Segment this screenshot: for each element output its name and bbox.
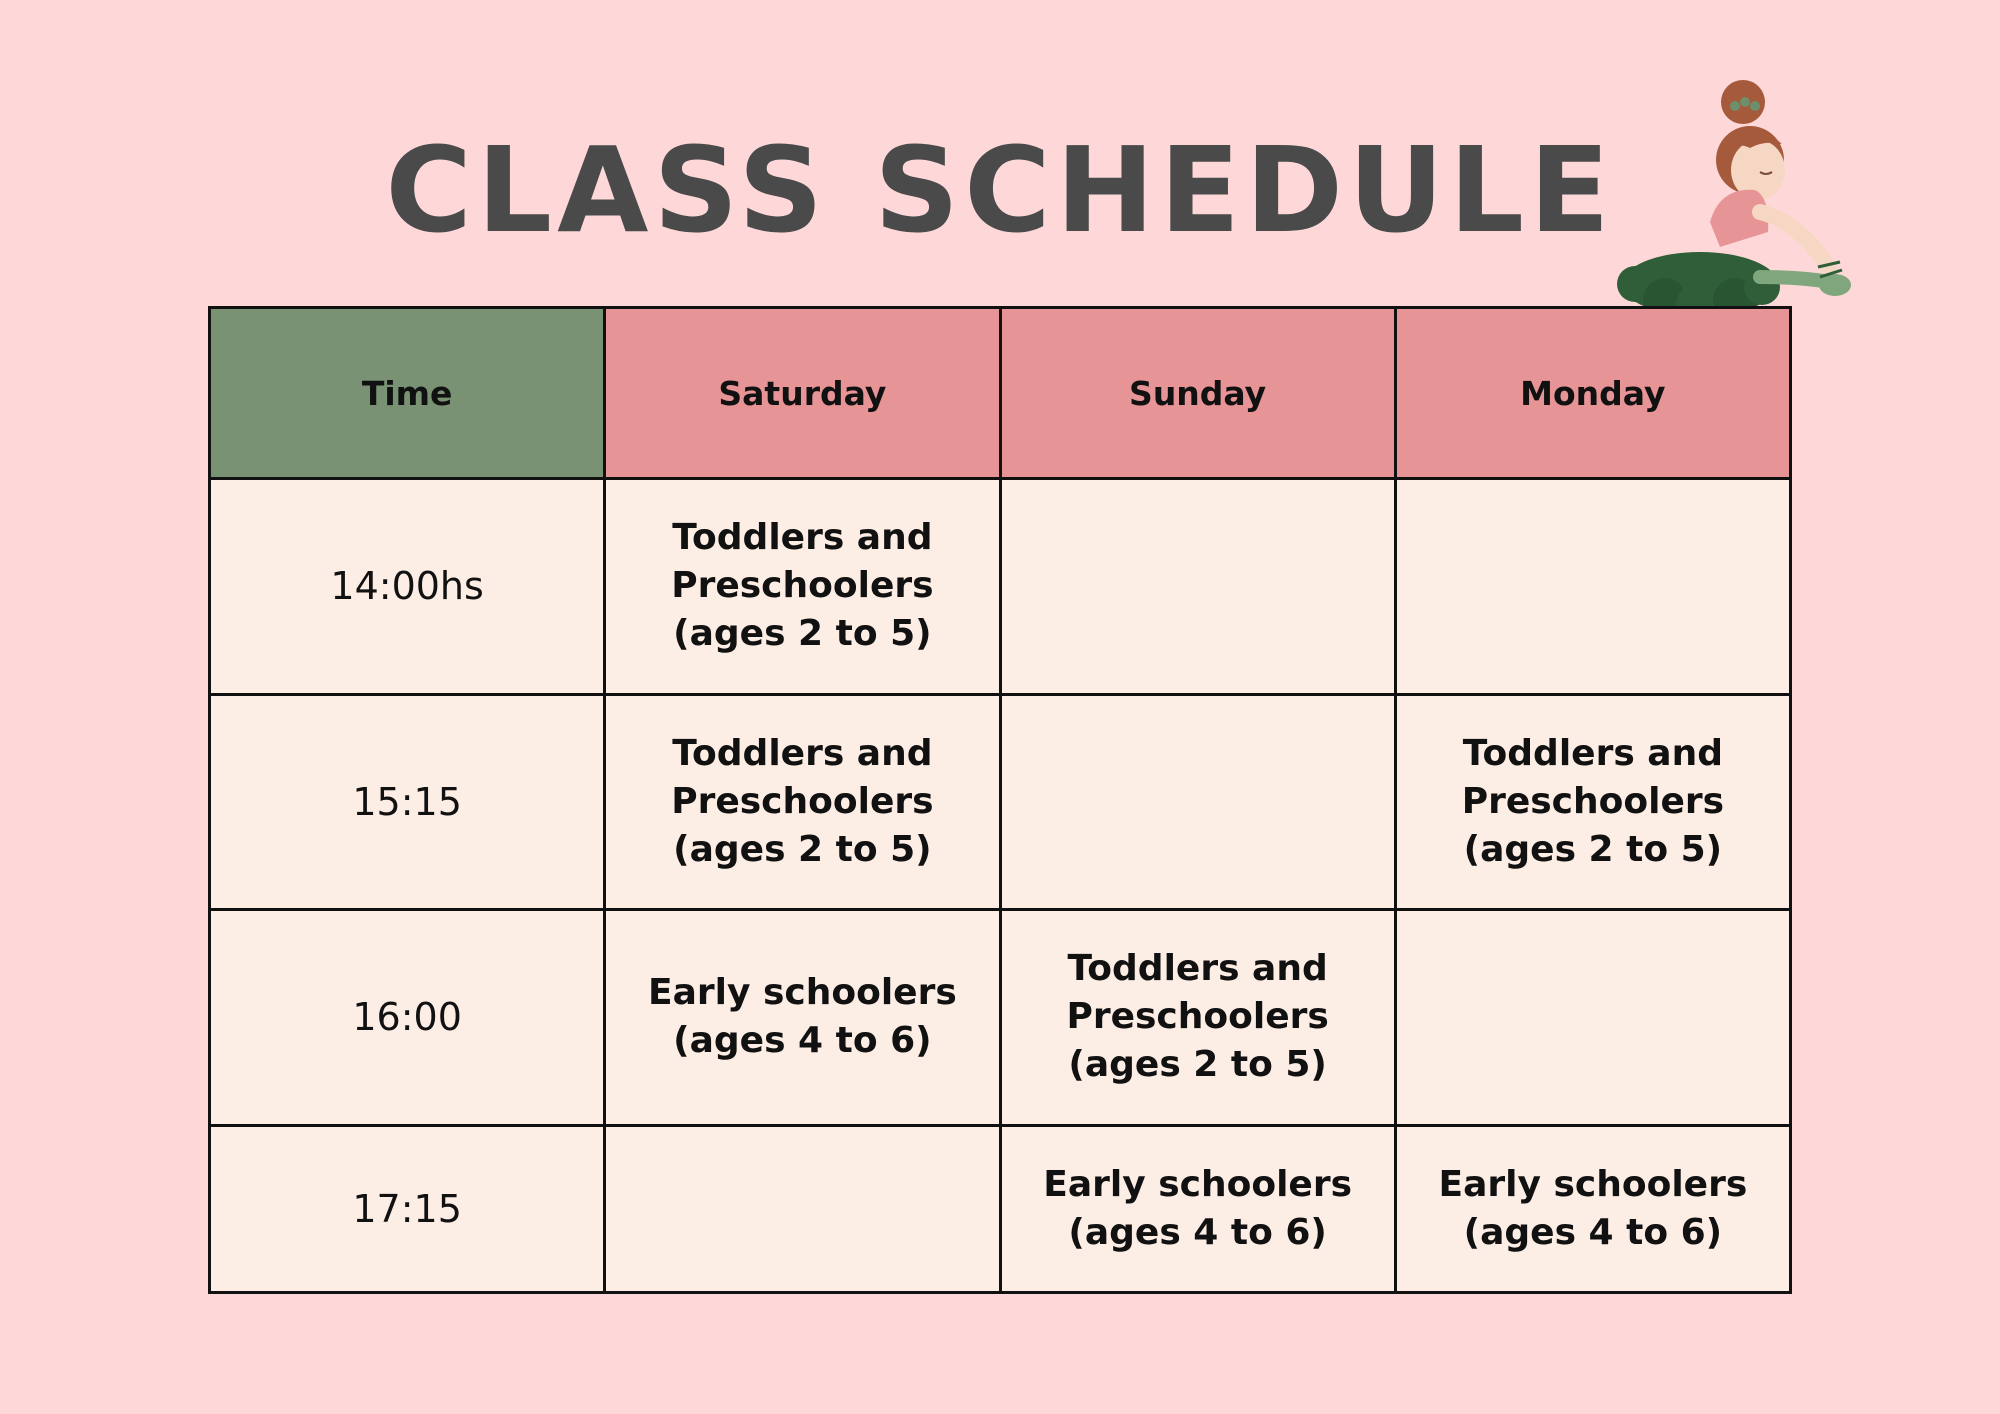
- header-row: [210, 308, 1791, 479]
- class-cell-monday: [1395, 910, 1790, 1126]
- class-cell-sunday: Toddlers and Preschoolers (ages 2 to 5): [1000, 910, 1395, 1126]
- time-cell: 14:00hs: [210, 479, 605, 695]
- class-cell-monday: Early schoolers (ages 4 to 6): [1395, 1125, 1790, 1292]
- header-sunday: Sunday: [1000, 308, 1395, 479]
- table-row: [210, 1125, 1791, 1292]
- table-row: [210, 479, 1791, 695]
- class-cell-saturday: Toddlers and Preschoolers (ages 2 to 5): [605, 479, 1000, 695]
- time-cell: 15:15: [210, 694, 605, 910]
- header-monday: Monday: [1395, 308, 1790, 479]
- table-row: [210, 694, 1791, 910]
- class-cell-saturday: Early schoolers (ages 4 to 6): [605, 910, 1000, 1126]
- class-cell-sunday: [1000, 694, 1395, 910]
- class-cell-sunday: [1000, 479, 1395, 695]
- header-saturday: Saturday: [605, 308, 1000, 479]
- class-cell-saturday: Toddlers and Preschoolers (ages 2 to 5): [605, 694, 1000, 910]
- class-cell-saturday: [605, 1125, 1000, 1292]
- table-row: [210, 910, 1791, 1126]
- schedule-table: [208, 306, 1792, 1294]
- class-cell-sunday: Early schoolers (ages 4 to 6): [1000, 1125, 1395, 1292]
- ballerina-illustration: [1590, 72, 1860, 332]
- time-cell: 17:15: [210, 1125, 605, 1292]
- time-cell: 16:00: [210, 910, 605, 1126]
- page-title: CLASS SCHEDULE: [385, 121, 1615, 259]
- class-cell-monday: [1395, 479, 1790, 695]
- class-cell-monday: Toddlers and Preschoolers (ages 2 to 5): [1395, 694, 1790, 910]
- header-time: Time: [210, 308, 605, 479]
